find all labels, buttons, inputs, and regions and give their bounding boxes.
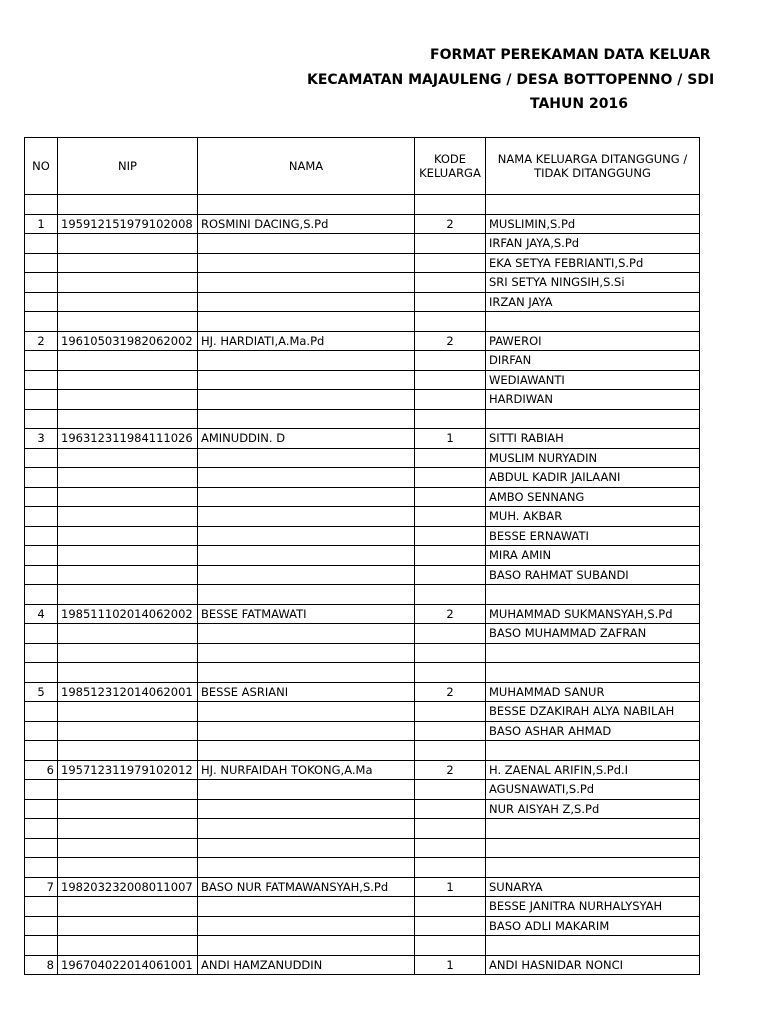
cell-nip[interactable]: 196312311984111026 — [58, 429, 198, 449]
cell-no[interactable]: 2 — [25, 331, 58, 351]
cell-no[interactable] — [25, 448, 58, 468]
table-row — [25, 604, 700, 624]
cell-no[interactable] — [25, 916, 58, 936]
cell-nama[interactable] — [198, 409, 415, 429]
cell-no[interactable] — [25, 799, 58, 819]
cell-nip[interactable] — [58, 702, 198, 722]
cell-nama-keluarga[interactable] — [486, 936, 700, 956]
table-row — [25, 585, 700, 605]
cell-nama[interactable] — [198, 507, 415, 527]
cell-nip[interactable]: 196704022014061001 — [58, 955, 198, 975]
cell-no[interactable]: 5 — [25, 682, 58, 702]
cell-nama-keluarga[interactable]: MIRA AMIN — [486, 546, 700, 566]
cell-nama[interactable] — [198, 624, 415, 644]
cell-no[interactable]: 6 — [25, 760, 58, 780]
cell-nama-keluarga[interactable] — [486, 858, 700, 878]
cell-nip[interactable] — [58, 234, 198, 254]
table-row — [25, 214, 700, 234]
cell-nip[interactable]: 196105031982062002 — [58, 331, 198, 351]
header-kode-keluarga: KODE KELUARGA — [415, 138, 486, 195]
cell-nip[interactable] — [58, 780, 198, 800]
cell-nama[interactable] — [198, 643, 415, 663]
cell-kode-keluarga[interactable] — [415, 780, 486, 800]
cell-no[interactable] — [25, 370, 58, 390]
cell-nama[interactable]: HJ. HARDIATI,A.Ma.Pd — [198, 331, 415, 351]
cell-kode-keluarga[interactable] — [415, 195, 486, 215]
cell-nama-keluarga[interactable]: IRFAN JAYA,S.Pd — [486, 234, 700, 254]
cell-nama-keluarga[interactable]: BESSE DZAKIRAH ALYA NABILAH — [486, 702, 700, 722]
cell-nama[interactable] — [198, 448, 415, 468]
cell-kode-keluarga[interactable] — [415, 936, 486, 956]
cell-nip[interactable] — [58, 390, 198, 410]
table-row — [25, 663, 700, 683]
cell-nama[interactable]: ROSMINI DACING,S.Pd — [198, 214, 415, 234]
cell-nama[interactable] — [198, 390, 415, 410]
cell-nama-keluarga[interactable]: SRI SETYA NINGSIH,S.Si — [486, 273, 700, 293]
table-row — [25, 916, 700, 936]
title-line-2: KECAMATAN MAJAULENG / DESA BOTTOPENNO / SDI — [307, 72, 715, 88]
cell-no[interactable] — [25, 819, 58, 839]
cell-kode-keluarga[interactable] — [415, 585, 486, 605]
cell-nip[interactable]: 198203232008011007 — [58, 877, 198, 897]
cell-no[interactable]: 8 — [25, 955, 58, 975]
cell-nama[interactable] — [198, 897, 415, 917]
cell-no[interactable] — [25, 741, 58, 761]
cell-nama[interactable]: AMINUDDIN. D — [198, 429, 415, 449]
table-row — [25, 780, 700, 800]
cell-kode-keluarga[interactable] — [415, 741, 486, 761]
table-row — [25, 273, 700, 293]
table-row — [25, 819, 700, 839]
cell-kode-keluarga[interactable]: 1 — [415, 429, 486, 449]
cell-kode-keluarga[interactable] — [415, 897, 486, 917]
cell-nip[interactable]: 198511102014062002 — [58, 604, 198, 624]
cell-nama[interactable]: BESSE FATMAWATI — [198, 604, 415, 624]
header-nama: NAMA — [198, 138, 415, 195]
cell-nama-keluarga[interactable]: WEDIAWANTI — [486, 370, 700, 390]
cell-no[interactable] — [25, 351, 58, 371]
table-row — [25, 897, 700, 917]
cell-nama[interactable] — [198, 273, 415, 293]
table-row — [25, 936, 700, 956]
cell-nama-keluarga[interactable]: MUH. AKBAR — [486, 507, 700, 527]
cell-nama[interactable] — [198, 546, 415, 566]
header-nip: NIP — [58, 138, 198, 195]
cell-nama-keluarga[interactable]: H. ZAENAL ARIFIN,S.Pd.I — [486, 760, 700, 780]
cell-nama[interactable] — [198, 936, 415, 956]
cell-nip[interactable] — [58, 565, 198, 585]
cell-kode-keluarga[interactable] — [415, 409, 486, 429]
cell-nama-keluarga[interactable]: BASO ADLI MAKARIM — [486, 916, 700, 936]
cell-nama[interactable] — [198, 916, 415, 936]
cell-nip[interactable] — [58, 507, 198, 527]
table-row — [25, 370, 700, 390]
cell-nama-keluarga[interactable]: SUNARYA — [486, 877, 700, 897]
cell-kode-keluarga[interactable] — [415, 546, 486, 566]
cell-nama[interactable] — [198, 253, 415, 273]
cell-kode-keluarga[interactable]: 2 — [415, 682, 486, 702]
cell-nama[interactable] — [198, 487, 415, 507]
cell-nama-keluarga[interactable]: MUSLIM NURYADIN — [486, 448, 700, 468]
cell-kode-keluarga[interactable] — [415, 526, 486, 546]
cell-nip[interactable] — [58, 585, 198, 605]
table-row — [25, 429, 700, 449]
cell-no[interactable] — [25, 643, 58, 663]
cell-kode-keluarga[interactable] — [415, 702, 486, 722]
cell-nip[interactable] — [58, 819, 198, 839]
cell-nip[interactable] — [58, 624, 198, 644]
cell-nama-keluarga[interactable]: DIRFAN — [486, 351, 700, 371]
cell-nip[interactable] — [58, 721, 198, 741]
cell-nip[interactable] — [58, 312, 198, 332]
cell-nip[interactable] — [58, 273, 198, 293]
cell-nip[interactable] — [58, 936, 198, 956]
table-header-row — [25, 138, 700, 195]
cell-kode-keluarga[interactable] — [415, 819, 486, 839]
cell-kode-keluarga[interactable] — [415, 351, 486, 371]
table-row — [25, 877, 700, 897]
table-row — [25, 702, 700, 722]
cell-nama-keluarga[interactable]: HARDIWAN — [486, 390, 700, 410]
cell-nama[interactable] — [198, 702, 415, 722]
table-row — [25, 526, 700, 546]
table-row — [25, 253, 700, 273]
cell-nama-keluarga[interactable] — [486, 819, 700, 839]
cell-nama-keluarga[interactable]: SITTI RABIAH — [486, 429, 700, 449]
cell-no[interactable] — [25, 546, 58, 566]
cell-nama-keluarga[interactable]: BASO ASHAR AHMAD — [486, 721, 700, 741]
cell-nama[interactable] — [198, 195, 415, 215]
cell-kode-keluarga[interactable] — [415, 312, 486, 332]
cell-kode-keluarga[interactable] — [415, 234, 486, 254]
cell-nama-keluarga[interactable] — [486, 663, 700, 683]
cell-nip[interactable] — [58, 858, 198, 878]
cell-kode-keluarga[interactable] — [415, 487, 486, 507]
table-row — [25, 390, 700, 410]
cell-nip[interactable] — [58, 292, 198, 312]
cell-nama[interactable] — [198, 819, 415, 839]
cell-nama-keluarga[interactable]: MUSLIMIN,S.Pd — [486, 214, 700, 234]
cell-no[interactable]: 1 — [25, 214, 58, 234]
table-row — [25, 507, 700, 527]
cell-nama[interactable]: HJ. NURFAIDAH TOKONG,A.Ma — [198, 760, 415, 780]
cell-kode-keluarga[interactable] — [415, 916, 486, 936]
cell-no[interactable] — [25, 390, 58, 410]
cell-nama[interactable] — [198, 741, 415, 761]
cell-nama[interactable] — [198, 838, 415, 858]
cell-nama-keluarga[interactable]: MUHAMMAD SUKMANSYAH,S.Pd — [486, 604, 700, 624]
header-nama-keluarga: NAMA KELUARGA DITANGGUNG / TIDAK DITANGGUNG — [486, 138, 700, 195]
cell-kode-keluarga[interactable]: 2 — [415, 760, 486, 780]
cell-nama-keluarga[interactable]: MUHAMMAD SANUR — [486, 682, 700, 702]
cell-no[interactable] — [25, 936, 58, 956]
cell-nama-keluarga[interactable] — [486, 741, 700, 761]
cell-nip[interactable] — [58, 195, 198, 215]
cell-no[interactable] — [25, 897, 58, 917]
table-row — [25, 643, 700, 663]
cell-kode-keluarga[interactable] — [415, 565, 486, 585]
cell-kode-keluarga[interactable] — [415, 624, 486, 644]
cell-nama-keluarga[interactable] — [486, 409, 700, 429]
table-row — [25, 409, 700, 429]
cell-no[interactable] — [25, 234, 58, 254]
cell-nama-keluarga[interactable]: EKA SETYA FEBRIANTI,S.Pd — [486, 253, 700, 273]
cell-nama-keluarga[interactable]: AMBO SENNANG — [486, 487, 700, 507]
cell-kode-keluarga[interactable] — [415, 390, 486, 410]
cell-nip[interactable] — [58, 526, 198, 546]
cell-nama-keluarga[interactable] — [486, 838, 700, 858]
cell-nama-keluarga[interactable]: IRZAN JAYA — [486, 292, 700, 312]
cell-no[interactable] — [25, 838, 58, 858]
table-row — [25, 799, 700, 819]
cell-nip[interactable] — [58, 916, 198, 936]
cell-nama-keluarga[interactable]: NUR AISYAH Z,S.Pd — [486, 799, 700, 819]
cell-kode-keluarga[interactable] — [415, 507, 486, 527]
cell-kode-keluarga[interactable] — [415, 721, 486, 741]
cell-nama[interactable] — [198, 292, 415, 312]
cell-kode-keluarga[interactable] — [415, 468, 486, 488]
table-row — [25, 234, 700, 254]
cell-nama[interactable]: ANDI HAMZANUDDIN — [198, 955, 415, 975]
cell-nama-keluarga[interactable]: ABDUL KADIR JAILAANI — [486, 468, 700, 488]
cell-kode-keluarga[interactable] — [415, 799, 486, 819]
table-row — [25, 546, 700, 566]
cell-no[interactable] — [25, 195, 58, 215]
cell-nama[interactable] — [198, 565, 415, 585]
cell-no[interactable] — [25, 253, 58, 273]
header-no: NO — [25, 138, 58, 195]
table-body — [25, 195, 700, 975]
cell-no[interactable] — [25, 409, 58, 429]
cell-no[interactable] — [25, 721, 58, 741]
cell-nama-keluarga[interactable]: BASO MUHAMMAD ZAFRAN — [486, 624, 700, 644]
cell-nip[interactable] — [58, 643, 198, 663]
cell-kode-keluarga[interactable] — [415, 273, 486, 293]
cell-kode-keluarga[interactable] — [415, 643, 486, 663]
table-row — [25, 682, 700, 702]
table-row — [25, 858, 700, 878]
cell-nama-keluarga[interactable]: PAWEROI — [486, 331, 700, 351]
table-row — [25, 331, 700, 351]
cell-nip[interactable] — [58, 253, 198, 273]
cell-nip[interactable] — [58, 468, 198, 488]
cell-nip[interactable]: 195912151979102008 — [58, 214, 198, 234]
cell-nama[interactable] — [198, 526, 415, 546]
cell-nama-keluarga[interactable]: BESSE JANITRA NURHALYSYAH — [486, 897, 700, 917]
cell-kode-keluarga[interactable] — [415, 292, 486, 312]
cell-no[interactable] — [25, 273, 58, 293]
table-row — [25, 838, 700, 858]
cell-nip[interactable] — [58, 838, 198, 858]
cell-kode-keluarga[interactable] — [415, 663, 486, 683]
table-row — [25, 448, 700, 468]
cell-no[interactable] — [25, 624, 58, 644]
cell-kode-keluarga[interactable] — [415, 448, 486, 468]
cell-no[interactable] — [25, 312, 58, 332]
cell-nama[interactable] — [198, 468, 415, 488]
table-row — [25, 351, 700, 371]
table-row — [25, 955, 700, 975]
cell-no[interactable] — [25, 858, 58, 878]
cell-nama[interactable] — [198, 858, 415, 878]
cell-nama-keluarga[interactable]: BASO RAHMAT SUBANDI — [486, 565, 700, 585]
cell-nama[interactable] — [198, 370, 415, 390]
table-row — [25, 624, 700, 644]
cell-nama[interactable] — [198, 585, 415, 605]
table-row — [25, 195, 700, 215]
cell-nip[interactable]: 198512312014062001 — [58, 682, 198, 702]
cell-nip[interactable] — [58, 487, 198, 507]
cell-no[interactable]: 7 — [25, 877, 58, 897]
cell-no[interactable] — [25, 487, 58, 507]
cell-nip[interactable] — [58, 897, 198, 917]
cell-nip[interactable]: 195712311979102012 — [58, 760, 198, 780]
cell-nama[interactable]: BESSE ASRIANI — [198, 682, 415, 702]
cell-nama[interactable] — [198, 312, 415, 332]
cell-nama-keluarga[interactable] — [486, 195, 700, 215]
table-row — [25, 487, 700, 507]
cell-nip[interactable] — [58, 741, 198, 761]
table-row — [25, 312, 700, 332]
cell-nama-keluarga[interactable] — [486, 585, 700, 605]
cell-kode-keluarga[interactable]: 2 — [415, 331, 486, 351]
cell-nip[interactable] — [58, 370, 198, 390]
cell-no[interactable]: 4 — [25, 604, 58, 624]
table-row — [25, 565, 700, 585]
cell-no[interactable] — [25, 663, 58, 683]
cell-nama-keluarga[interactable]: BESSE ERNAWATI — [486, 526, 700, 546]
cell-nama-keluarga[interactable] — [486, 643, 700, 663]
table-row — [25, 741, 700, 761]
cell-no[interactable]: 3 — [25, 429, 58, 449]
family-data-table — [24, 137, 700, 975]
cell-no[interactable] — [25, 468, 58, 488]
table-row — [25, 721, 700, 741]
cell-no[interactable] — [25, 526, 58, 546]
cell-no[interactable] — [25, 565, 58, 585]
cell-kode-keluarga[interactable]: 1 — [415, 877, 486, 897]
cell-no[interactable] — [25, 780, 58, 800]
cell-nip[interactable] — [58, 351, 198, 371]
cell-nip[interactable] — [58, 799, 198, 819]
cell-kode-keluarga[interactable] — [415, 858, 486, 878]
cell-kode-keluarga[interactable] — [415, 370, 486, 390]
cell-nama[interactable] — [198, 351, 415, 371]
cell-nama-keluarga[interactable]: AGUSNAWATI,S.Pd — [486, 780, 700, 800]
cell-nama[interactable] — [198, 234, 415, 254]
cell-kode-keluarga[interactable]: 1 — [415, 955, 486, 975]
cell-no[interactable] — [25, 702, 58, 722]
cell-kode-keluarga[interactable] — [415, 253, 486, 273]
cell-nama[interactable] — [198, 780, 415, 800]
cell-nama[interactable] — [198, 799, 415, 819]
table-row — [25, 468, 700, 488]
table-row — [25, 760, 700, 780]
cell-nip[interactable] — [58, 546, 198, 566]
cell-kode-keluarga[interactable]: 2 — [415, 214, 486, 234]
cell-nama-keluarga[interactable] — [486, 312, 700, 332]
cell-nama[interactable] — [198, 721, 415, 741]
cell-kode-keluarga[interactable]: 2 — [415, 604, 486, 624]
table-row — [25, 292, 700, 312]
cell-nip[interactable] — [58, 409, 198, 429]
cell-nama[interactable]: BASO NUR FATMAWANSYAH,S.Pd — [198, 877, 415, 897]
cell-nama-keluarga[interactable]: ANDI HASNIDAR NONCI — [486, 955, 700, 975]
cell-no[interactable] — [25, 585, 58, 605]
cell-nama[interactable] — [198, 663, 415, 683]
cell-kode-keluarga[interactable] — [415, 838, 486, 858]
cell-nip[interactable] — [58, 448, 198, 468]
title-line-3: TAHUN 2016 — [530, 96, 628, 112]
title-line-1: FORMAT PEREKAMAN DATA KELUAR — [430, 47, 711, 63]
cell-nip[interactable] — [58, 663, 198, 683]
cell-no[interactable] — [25, 292, 58, 312]
cell-no[interactable] — [25, 507, 58, 527]
